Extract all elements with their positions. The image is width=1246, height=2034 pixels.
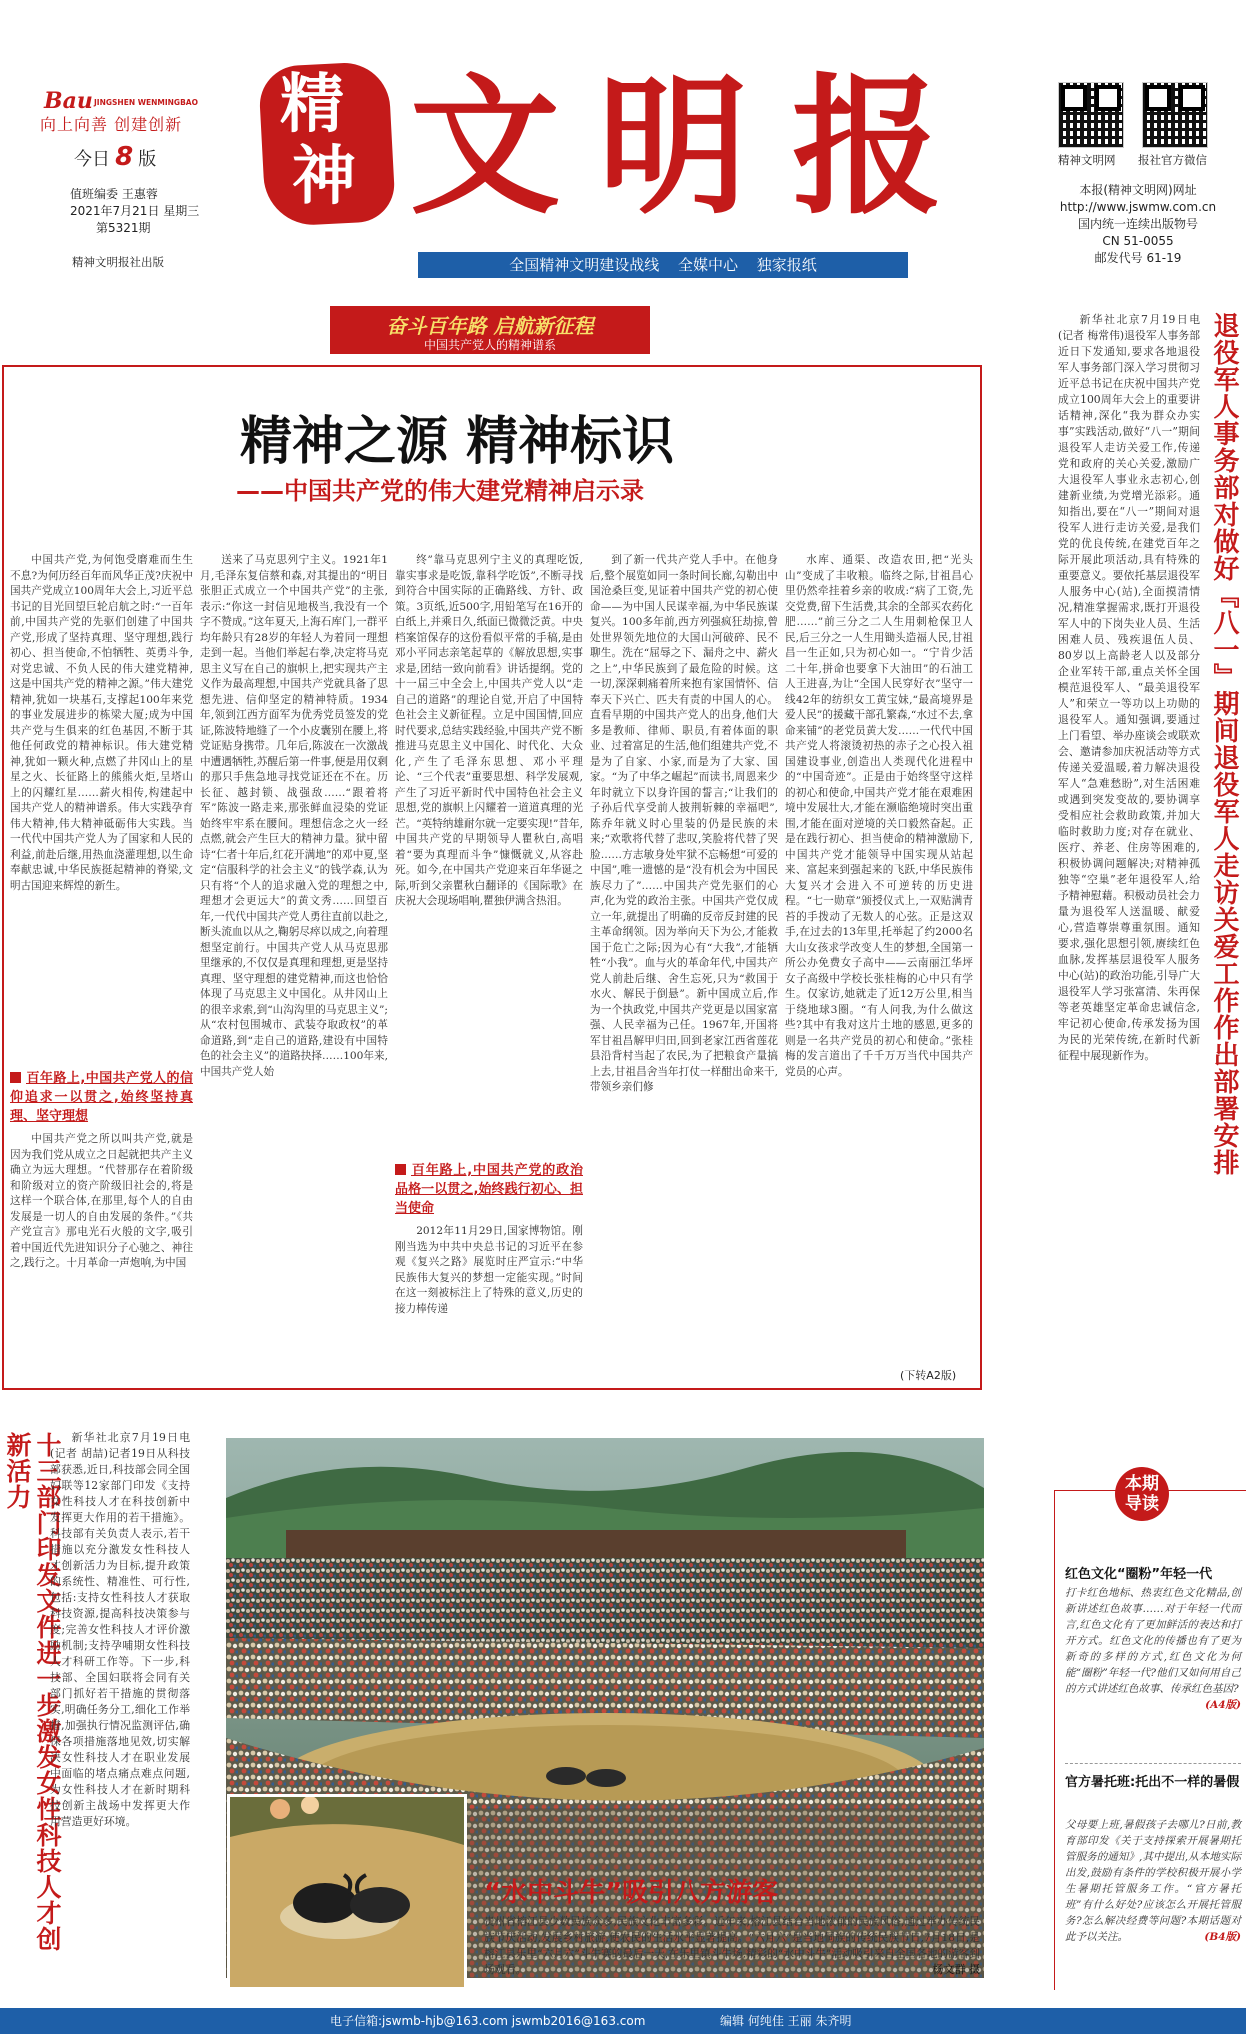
lead-column-5 (785, 553, 973, 1365)
square-bullet-icon (395, 1164, 406, 1175)
post-code: 邮发代号 61-19 (1094, 251, 1182, 265)
nav-item-media-center[interactable]: 全媒中心 (677, 256, 738, 274)
title-char-ming: 明 (598, 59, 749, 235)
lead-column-4 (590, 553, 778, 1383)
site-label: 本报(精神文明网)网址 (1079, 183, 1197, 197)
lead-column-1 (10, 553, 193, 1383)
guide-item1-text: 打卡红色地标、热衷红色文化精品,创新讲述红色故事……对于年轻一代而言,红色文化有了更加鲜活的表达和打开方式。红色文化的传播也有了更为新奇的多样的方式,红色文化为何能“圈粉”年轻一代?他们又如何用自己的方式讲述红色故事、传承红色基因? (A4版) (1065, 1587, 1241, 1711)
guide-item1-ref[interactable]: (A4版) (1205, 1699, 1241, 1711)
photo-credit: 杨文群 摄 (932, 1963, 980, 1976)
guide-item2-text: 父母要上班,暑假孩子去哪儿?日前,教育部印发《关于支持探索开展暑期托管服务的通知》,其中提出,从本地实际出发,鼓励有条件的学校积极开展小学生暑期托管服务工作。“官方暑托班”有什么好处?应该怎么开展托管服务?怎么解决经费等问题?本期话题对此予以关注。 (B4版) (1065, 1819, 1241, 1943)
nav-item-exclusive[interactable]: 独家报纸 (756, 256, 817, 274)
footer-email: 电子信箱:jswmb-hjb@163.com jswmb2016@163.com (330, 2014, 646, 2028)
guide-badge: 本期导读 (1115, 1467, 1169, 1521)
lead-subtitle: ——中国共产党的伟大建党精神启示录 (236, 477, 644, 505)
left-story-title: 十三部门印发文件进一步激发女性科技人才创新活力 (3, 1432, 62, 1952)
photo-caption-text: 贵州省榕江县少数民族众多,民族文化丰富多彩。近年来,榕江县结合当地浓郁的民族风俗,通过举办传统民族节庆活动,发展乡村旅游,使农民的生活水平显著提高。“六月六”是当地侗族的传统民族节日,7月18日,是榕江县乐里“六月六”斗牛赛的最后一天,在乐里镇斗牛场,精彩的“水中斗牛”活动吸引来自全国各地的游客到场观看。 杨文群 摄 (484, 1916, 980, 1976)
paper-meta (1050, 182, 1226, 267)
lead-subhead-1: 百年路上,中国共产党人的信仰追求一以贯之,始终坚持真理、坚守理想 (10, 1071, 193, 1124)
lead-col1-text: 中国共产党,为何饱受磨难而生生不息?为何历经百年而风华正茂?庆祝中国共产党成立100周年大会上,习近平总书记的目光回望巨轮启航之时:“一百年前,中国共产党的先驱们创建了中国共产党,形成了坚持真理、坚守理想,践行初心、担当使命,不怕牺牲、英勇斗争,对党忠诚、不负人民的伟大建党精神,这是中国共产党的精神之源。”伟大建党精神,犹如一块基石,支撑起100年来党的事业发展进步的栋梁大厦;成为中国共产党与生俱来的红色基因,不断于其他任何政党的精神标识。伟大建党精神,犹如一颗火种,点燃了井冈山上的星星之火、长征路上的熊熊火炬,呈塔山上的闪耀红星……薪火相传,构建起中国共产党人的精神谱系。伟大实践孕育伟大精神,伟大精神砥砺伟大实践。当一代代中国共产党人为了国家和人民的利益,前赴后继,用热血浇灌理想,以生命奉献忠诚,中华民族挺起精神的脊梁,文明古国迎来辉煌的新生。 (10, 554, 193, 892)
right-story-text: 新华社北京7月19日电(记者 梅常伟)退役军人事务部近日下发通知,要求各地退役军人事务部门深入学习贯彻习近平总书记在庆祝中国共产党成立100周年大会上的重要讲话精神,深化“我为群众办实事”实践活动,做好“八一”期间退役军人走访关爱工作,传递党和政府的关心关爱,激励广大退役军人事业永志初心,创建新业绩,为党增光添彩。通知指出,要在“八一”期间对退役军人进行走访关爱,是我们党的优良传统,在建党百年之际开展此项活动,具有特殊的重要意义。要依托基层退役军人服务中心(站),全面摸清情况,精准掌握需求,既打开退役军人中的下岗失业人员、生活困难人员、残疾退伍人员、80岁以上高龄老人以及部分企业军转干部,重点关怀全国模范退役军人、“最美退役军人”和荣立一等功以上功勋的退役军人。通知强调,要通过上门看望、举办座谈会或联欢会、邀请参加庆祝活动等方式传递关爱温暖,着力解决退役军人“急难愁盼”,对生活困难或遇到突发变故的,要协调享受相应社会救助政策,并加大临时救助力度;对存在就业、医疗、养老、住房等困难的,积极协调问题解决;对精神孤独等“空巢”老年退役军人,给予精神慰藉。积极动员社会力量为退役军人送温暖、献爱心,营造尊崇尊重氛围。通知要求,强化思想引领,赓续红色血脉,发挥基层退役军人服务中心(站)的政治功能,引导广大退役军人学习张富清、朱再保等老英雄坚定革命忠诚信念,牢记初心使命,传承发扬为国为民的光荣传统,在新时代新征程中展现新作为。 (1058, 313, 1200, 1062)
lead-col5-text: 水库、通渠、改造农田,把“光头山”变成了丰收粮。临终之际,甘祖昌心里仍然牵挂着乡亲的收成:“病了工资,先交党费,留下生活费,其余的全部买农药化肥……”前三分之二人生用刺枪保卫人民,后三分之一人生用锄头造福人民,甘祖昌一生正如,只为初心如一。“宁肯少活二十年,拼命也要拿下大油田”的石油工人王进喜,为让“全国人民穿好衣”坚守一线42年的纺织女工黄宝妹,“最高境界是爱人民”的援藏干部孔繁森,“水过不去,拿命来铺”的老党员黄大发……一代代中国共产党人将滚烫初热的赤子之心投入祖国建设事业,创造出人类现代化进程中的“中国奇迹”。正是由于始终坚守这样的初心和使命,中国共产党才能在艰难困境中发展壮大,才能在濒临绝境时突出重围,才能在面对逆境的关口毅然奋起。正是在践行初心、担当使命的精神激励下,中国共产党才能领导中国实现从站起来、富起来到强起来的飞跃,中华民族伟大复兴才会进入不可逆转的历史进程。“七一勋章”颁授仪式上,一双贴满青苔的手拨动了无数人的心弦。正是这双手,在过去的13年里,托举起了约2000名大山女孩求学改变人生的梦想,全国第一所公办免费女子高中——云南丽江华坪女子高级中学校长张桂梅的心中只有学生。仅家访,她就走了近12万公里,相当于绕地球3圈。“有人问我,为什么做这些?其中有我对这片土地的感恩,更多的则是一名共产党员的初心和使命。”张桂梅的发言道出了千千万万当代中国共产党员的心声。 (785, 554, 973, 1078)
lead-col2-text: 送来了马克思列宁主义。1921年1月,毛泽东复信蔡和森,对其提出的“明目张胆正式成立一个中国共产党”的主张,表示:“你这一封信见地极当,我没有一个字不赞成。”这年夏天,上海石库门,一群平均年龄只有28岁的年轻人为着同一理想走到一起。当他们举起右拳,决定将马克思主义写在自己的旗帜上,把实现共产主义作为最高理想,中国共产党就具备了思想先进、信仰坚定的精神特质。1934年,领到江西方面军为优秀党员签发的党证,陈波特地缝了一个小皮囊别在腰上,将党证贴身携带。几年后,陈波在一次激战中遭遇牺牲,苏醒后第一件事,便是用仅剩的那只手焦急地寻找党证还在不在。历长征、越封锁、战强敌……“跟着将军”陈波一路走来,那张鲜血浸染的党证始终牢牢系在腰间。理想信念之火一经点燃,就会产生巨大的精神力量。狱中留诗“仁者十年后,红花开满地”的邓中夏,坚定“信服科学的社会主义”的钱学森,认为只有将“个人的追求融入党的理想之中,理想才会更远大”的黄文秀……回望百年,一代代中国共产党人勇往直前以赴之,断头流血以从之,鞠躬尽瘁以成之,向着理想坚定前行。中国共产党人从马克思那里继承的,不仅仅是真理和理想,更是坚持真理、坚守理想的建党精神,而这也恰恰体现了马克思主义中国化。从井冈山上的很辛求索,到“山沟沟里的马克思主义”;从“农村包围城市、武装夺取政权”的革命道路,到“走自己的道路,建设有中国特色的社会主义”的道路抉择……100年来,中国共产党人始 (200, 554, 388, 1078)
logo-text: JINGSHEN WENMINGBAO (94, 98, 198, 107)
nav-item-spiritual-civilization[interactable]: 全国精神文明建设战线 (509, 256, 660, 274)
guide-box (1054, 1474, 1246, 1990)
lead-column-3 (395, 553, 583, 1383)
right-story-title: 退役军人事务部对做好『八一』期间退役军人走访关爱工作作出部署安排 (1209, 312, 1239, 1176)
banner-motto: 奋斗百年路 启航新征程 (386, 314, 594, 338)
today-pages: 今日 8 版 (74, 142, 157, 172)
title-char-jing: 精 (280, 67, 344, 142)
cn-label: 国内统一连续出版物号 (1077, 217, 1198, 231)
editor-on-duty: 值班编委 王惠蓉 (70, 187, 158, 201)
inset-illustration (230, 1797, 467, 1990)
slogan: 向上向善 创建创新 (40, 115, 183, 134)
qr-label-wechat: 报社官方微信 (1138, 153, 1207, 167)
issue-date: 2021年7月21日 星期三 (70, 204, 200, 218)
footer-editors: 编辑 何纯佳 王丽 朱齐明 (720, 2014, 852, 2028)
edition-info (70, 186, 199, 237)
site-url[interactable]: http://www.jswmw.com.cn (1059, 200, 1217, 214)
logo-mark: Bau (44, 88, 93, 114)
guide-item2-ref[interactable]: (B4版) (1204, 1931, 1241, 1943)
title-char-shen: 神 (292, 139, 356, 214)
lead-col3b-text: 2012年11月29日,国家博物馆。刚刚当选为中共中央总书记的习近平在参观《复兴之路》展览时庄严宣示:“中华民族伟大复兴的梦想一定能实现。”时间在这一刻被标注上了特殊的意义,历史的接力棒传递 (395, 1225, 583, 1315)
title-char-bao: 报 (792, 59, 943, 235)
masthead (0, 0, 1246, 290)
qr-code-wechat[interactable] (1142, 82, 1208, 148)
continued-note: (下转A2版) (900, 1369, 957, 1382)
guide-item2-title[interactable]: 官方暑托班:托出不一样的暑假 (1065, 1775, 1240, 1790)
lead-subhead-2: 百年路上,中国共产党的政治品格一以贯之,始终践行初心、担当使命 (395, 1163, 583, 1216)
lead-column-2 (200, 553, 388, 1383)
square-bullet-icon (10, 1072, 21, 1083)
left-story-text: 新华社北京7月19日电(记者 胡喆)记者19日从科技部获悉,近日,科技部会同全国妇联等12家部门印发《支持女性科技人才在科技创新中发挥更大作用的若干措施》。科技部有关负责人表示,若干措施以充分激发女性科技人才创新活力为目标,提升政策的系统性、精准性、可行性,包括:支持女性科技人才获取科技资源,提高科技决策参与度;完善女性科技人才评价激励机制;支持孕哺期女性科技人才科研工作等。下一步,科技部、全国妇联将会同有关部门抓好若干措施的贯彻落实,明确任务分工,细化工作举措,加强执行情况监测评估,确保各项措施落地见效,切实解决女性科技人才在职业发展中面临的堵点痛点难点问题,为女性科技人才在新时期科技创新主战场中发挥更大作用营造更好环境。 (50, 1431, 190, 1828)
title-char-wen: 文 (410, 59, 561, 235)
masthead-nav (418, 252, 908, 278)
bullfight-inset-photo (227, 1794, 467, 1990)
qr-code-website[interactable] (1058, 82, 1124, 148)
lead-col1b-text: 中国共产党之所以叫共产党,就是因为我们党从成立之日起就把共产主义确立为远大理想。“代替那存在着阶级和阶级对立的资产阶级旧社会的,将是这样一个联合体,在那里,每个人的自由发展是一切人的自由发展的条件。”《共产党宣言》那电光石火般的文字,吸引着中国近代先进知识分子心驰之、神往之,践行之。十月革命一声炮响,为中国 (10, 1133, 193, 1269)
guide-divider (1065, 1763, 1241, 1764)
lead-col3a-text: 终”靠马克思列宁主义的真理吃饭,靠实事求是吃饭,靠科学吃饭”,不断寻找到符合中国实际的正确路线、方针、政策。3页纸,近500字,用铅笔写在16开的白纸上,并乘日久,纸面已微微泛黄。中央档案馆保存的这份看似平常的手稿,是由邓小平同志亲笔起草的《解放思想,实事求是,团结一致向前看》讲话提纲。党的十一届三中全会上,中国共产党人以“走自己的道路”的理论自觉,开启了中国特色社会主义新征程。立足中国国情,回应时代要求,总结实践经验,中国共产党不断推进马克思主义中国化、时代化、大众化,产生了毛泽东思想、邓小平理论、“三个代表”重要思想、科学发展观,产生了习近平新时代中国特色社会主义思想,党的旗帜上闪耀着一道道真理的光芒。“英特纳雄耐尔就一定要实现!”昔年,中国共产党的早期领导人瞿秋白,高唱着“要为真理而斗争”慷慨就义,从容赴死。如今,在中国共产党迎来百年华诞之际,听到父亲瞿秋白翻译的《国际歌》在庆祝大会现场唱响,瞿独伊满含热泪。 (395, 554, 583, 907)
qr-label-website: 精神文明网 (1058, 153, 1116, 167)
photo-caption-title: “水中斗牛”吸引八方游客 (484, 1878, 779, 1908)
banner-sub: 中国共产党人的精神谱系 (423, 338, 556, 352)
guide-item1-title[interactable]: 红色文化“圈粉”年轻一代 (1065, 1567, 1213, 1582)
series-banner (330, 306, 650, 354)
lead-title: 精神之源 精神标识 (240, 412, 675, 472)
publisher: 精神文明报社出版 (72, 255, 164, 269)
lead-col4-text: 到了新一代共产党人手中。在他身后,整个展览如同一条时间长廊,勾勒出中国沧桑巨变,见证着中国共产党的初心使命——为中国人民谋幸福,为中华民族谋复兴。100多年前,西方列强疯狂劫掠,曾处世界领先地位的大国山河破碎、民不聊生。洗在“屈辱之下、漏舟之中、薪火之上”,中华民族到了最危险的时候。这一切,深深刺痛着所来抱有家国情怀、信奉天下兴亡、匹夫有责的中国人的心。直看早期的中国共产党人的出身,他们大多是教师、律师、职员,有着体面的职业、过着富足的生活,他们组建共产党,不是为了自家、小家,而是为了大家、国家。“为了中华之崛起”而读书,周恩来少年时就立下以身许国的誓言;“让我们的子孙后代享受前人披荆斩棘的幸福吧”,陈乔年就义时心里装的仍是民族的未来;“欢歌将代替了悲叹,笑脸将代替了哭脸……方志敏身处牢狱不忘畅想“可爱的中国”,唯一遗憾的是“没有机会为中国民族尽力了”……中国共产党先驱们的心声,化为党的政治主张。中国共产党仅成立一年,就提出了明确的反帝反封建的民主革命纲领。因为举向天下为公,才能救国于危亡之际;因为心有“大我”,才能牺牲“小我”。血与火的革命年代,中国共产党人前赴后继、舍生忘死,只为“救国于水火、解民于倒悬”。新中国成立后,作为一个执政党,中国共产党更是以国家富强、人民幸福为己任。1967年,开国将军甘祖昌解甲归田,回到老家江西省莲花县沿背村当起了农民,为了把粮食产量搞上去,甘祖昌舍当年打仗一样酣出命来干,带领乡亲们修 (590, 554, 778, 1093)
issue-number: 第5321期 (96, 221, 151, 235)
cn-number: CN 51-0055 (1102, 234, 1174, 248)
paper-title (262, 58, 992, 238)
footer-bar (0, 2008, 1246, 2034)
